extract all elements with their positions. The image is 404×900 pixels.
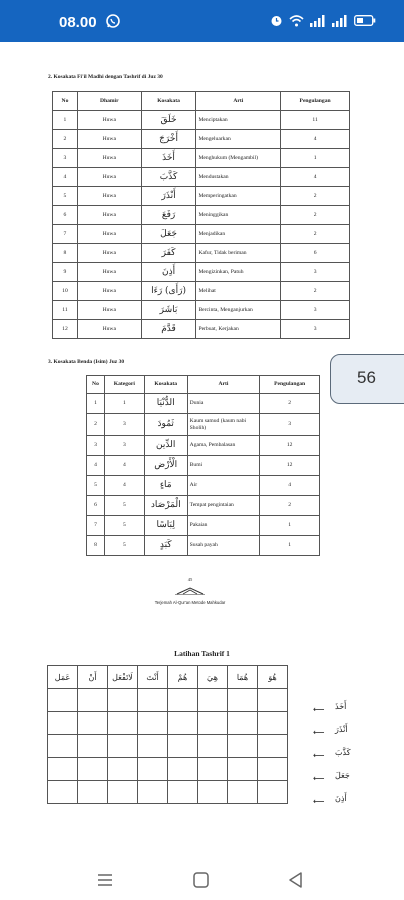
cell-pengulangan: 6 [281,244,350,263]
cell-pengulangan: 1 [281,149,350,168]
cell-kosakata: بَاشَرَ [141,301,196,320]
table-row [53,111,350,130]
whatsapp-icon [105,13,121,29]
cell-pengulangan: 4 [260,476,320,496]
cell-kategori: 3 [104,414,144,436]
cell-pengulangan: 3 [281,263,350,282]
cell-arti: Menciptakan [196,111,281,130]
cell-dhamir: Huwa [77,263,141,282]
cell-dhamir: Huwa [77,301,141,320]
grid-row [48,689,288,712]
grid-header-cell: أَنْتَ [138,666,168,689]
cell-no: 6 [53,206,78,225]
col-header-arti: Arti [187,376,260,394]
cell-kosakata: أَخْرَجَ [141,130,196,149]
grid-cell [168,735,198,758]
col-header-kategori: Kategori [104,376,144,394]
cell-kosakata: ثَمُودَ [144,414,187,436]
cell-kosakata: لِبَاسًا [144,516,187,536]
table-row [87,414,320,436]
grid-header-row [48,666,288,689]
col-header-no: No [53,92,78,111]
signal-icon-2 [332,15,348,27]
grid-cell [78,735,108,758]
page-indicator-badge[interactable] [330,354,404,404]
cell-no: 9 [53,263,78,282]
cell-dhamir: Huwa [77,149,141,168]
cell-no: 12 [53,320,78,339]
cell-dhamir: Huwa [77,225,141,244]
grid-row [48,735,288,758]
cell-pengulangan: 11 [281,111,350,130]
cell-arti: Meninggikan [196,206,281,225]
isim-table [86,375,320,556]
grid-cell [198,781,228,804]
grid-cell [108,735,138,758]
cell-kategori: 5 [104,516,144,536]
cell-dhamir: Huwa [77,187,141,206]
cell-dhamir: Huwa [77,206,141,225]
cell-pengulangan: 2 [260,394,320,414]
grid-cell [48,712,78,735]
section3-title: 3. Kosakata Benda (Isim) Juz 30 [48,359,125,365]
grid-cell [228,735,258,758]
grid-cell [48,689,78,712]
grid-cell [228,712,258,735]
grid-cell [108,781,138,804]
book-logo-icon [175,585,205,595]
table-row [53,244,350,263]
cell-kosakata: أَنْذَرَ [141,187,196,206]
table-header-row [53,92,350,111]
document-page[interactable] [0,42,404,860]
cell-no: 7 [53,225,78,244]
grid-cell [48,758,78,781]
cell-kosakata: الدُّنْيَا [144,394,187,414]
cell-dhamir: Huwa [77,130,141,149]
grid-cell [78,689,108,712]
table-row [53,282,350,301]
arrow-left-icon: ⟵ [313,797,325,806]
cell-arti: Bercinta, Menganjurkan [196,301,281,320]
col-header-kosakata: Kosakata [144,376,187,394]
cell-kategori: 4 [104,456,144,476]
col-header-dhamir: Dhamir [77,92,141,111]
grid-cell [168,689,198,712]
grid-cell [168,781,198,804]
battery-icon [354,15,376,26]
cell-pengulangan: 3 [281,301,350,320]
cell-no: 8 [87,536,105,556]
cell-no: 4 [87,456,105,476]
grid-cell [258,735,288,758]
grid-cell [168,758,198,781]
cell-arti: Kaum samud (kaum nabi Sholih) [187,414,260,436]
arrow-left-icon: ⟵ [313,774,325,783]
grid-cell [198,758,228,781]
cell-pengulangan: 2 [281,206,350,225]
table-row [87,436,320,456]
table-row [53,130,350,149]
back-icon[interactable] [287,872,305,888]
cell-pengulangan: 2 [281,282,350,301]
cell-no: 1 [87,394,105,414]
page-indicator-number: 56 [357,368,376,387]
table-row [87,496,320,516]
grid-cell [78,781,108,804]
table-row [53,301,350,320]
grid-cell [78,712,108,735]
cell-kategori: 5 [104,496,144,516]
grid-header-cell: هِيَ [198,666,228,689]
col-header-arti: Arti [196,92,281,111]
table-row [87,516,320,536]
arrow-left-icon: ⟵ [313,705,325,714]
cell-arti: Memperingatkan [196,187,281,206]
grid-cell [228,758,258,781]
cell-kosakata: خَلَقَ [141,111,196,130]
cell-pengulangan: 3 [281,320,350,339]
latihan-title: Latihan Tashrif 1 [174,649,230,658]
cell-arti: Perbuat, Kerjakan [196,320,281,339]
cell-no: 7 [87,516,105,536]
status-time: 08.00 [59,14,97,31]
page-number: 45 [187,577,193,582]
latihan-grid [47,665,288,804]
signal-icon-1 [310,15,326,27]
cell-arti: Mengizinkan, Patuh [196,263,281,282]
cell-arti: Mendustakan [196,168,281,187]
table-row [87,394,320,414]
cell-no: 3 [87,436,105,456]
grid-cell [48,735,78,758]
navigation-bar [0,860,404,900]
cell-arti: Susah payah [187,536,260,556]
table-row [53,263,350,282]
cell-arti: Mengeluarkan [196,130,281,149]
row-label: ⟵ أَنْذَرَ [313,725,348,737]
cell-dhamir: Huwa [77,111,141,130]
cell-dhamir: Huwa [77,320,141,339]
cell-no: 2 [87,414,105,436]
grid-cell [228,689,258,712]
grid-cell [258,712,288,735]
cell-kosakata: رَفَعَ [141,206,196,225]
table-row [53,187,350,206]
row-label: ⟵ كَذَّبَ [313,748,351,760]
table-row [87,456,320,476]
cell-kosakata: الْمَرْصَاد [144,496,187,516]
fiil-madhi-table [52,91,350,339]
grid-cell [138,758,168,781]
grid-header-cell: عَمَل [48,666,78,689]
grid-header-cell: هُوَ [258,666,288,689]
cell-kategori: 1 [104,394,144,414]
arrow-left-icon: ⟵ [313,751,325,760]
cell-pengulangan: 4 [281,168,350,187]
grid-cell [138,689,168,712]
cell-arti: Air [187,476,260,496]
grid-row [48,758,288,781]
grid-row [48,712,288,735]
grid-header-cell: لَاتَفْعَل [108,666,138,689]
cell-arti: Melihat [196,282,281,301]
table-row [53,149,350,168]
grid-header-cell: هُمَا [228,666,258,689]
cell-kosakata: الْأَرْض [144,456,187,476]
cell-kosakata: كَفَرَ [141,244,196,263]
page-footer [135,577,245,605]
cell-pengulangan: 1 [260,536,320,556]
cell-arti: Agama, Pembalasan [187,436,260,456]
status-bar [0,0,404,42]
cell-kategori: 5 [104,536,144,556]
grid-header-cell: أَنْ [78,666,108,689]
cell-kosakata: أَذِنَ [141,263,196,282]
cell-pengulangan: 2 [260,496,320,516]
cell-pengulangan: 2 [281,225,350,244]
cell-pengulangan: 12 [260,456,320,476]
cell-pengulangan: 12 [260,436,320,456]
cell-pengulangan: 4 [281,130,350,149]
table-header-row [87,376,320,394]
row-label: ⟵ أَخَذَ [313,702,347,714]
wifi-icon [289,15,304,27]
cell-no: 2 [53,130,78,149]
cell-dhamir: Huwa [77,282,141,301]
cell-no: 1 [53,111,78,130]
cell-kosakata: الدِّين [144,436,187,456]
grid-cell [108,758,138,781]
cell-pengulangan: 2 [281,187,350,206]
cell-kategori: 4 [104,476,144,496]
table-row [87,536,320,556]
table-row [53,320,350,339]
cell-no: 10 [53,282,78,301]
cell-arti: Pakaian [187,516,260,536]
cell-pengulangan: 3 [260,414,320,436]
col-header-pengulangan: Pengulangan [260,376,320,394]
row-label: ⟵ أَذِنَ [313,794,347,806]
cell-kosakata: أَخَذَ [141,149,196,168]
cell-no: 3 [53,149,78,168]
col-header-no: No [87,376,105,394]
home-icon[interactable] [192,872,210,888]
cell-kosakata: مَاءٍ [144,476,187,496]
table-row [53,206,350,225]
grid-cell [258,689,288,712]
table-row [53,168,350,187]
grid-cell [138,781,168,804]
cell-pengulangan: 1 [260,516,320,536]
cell-no: 4 [53,168,78,187]
cell-arti: Dunia [187,394,260,414]
cell-kosakata: جَعَلَ [141,225,196,244]
cell-no: 8 [53,244,78,263]
grid-header-cell: هُمْ [168,666,198,689]
grid-cell [48,781,78,804]
row-label: ⟵ جَعَلَ [313,771,350,783]
footer-caption: Terjemah Al-Qur'an Metode Mahkudar [154,600,226,605]
recent-apps-icon[interactable] [96,872,114,888]
grid-cell [258,758,288,781]
cell-arti: Tempat pengintaian [187,496,260,516]
cell-dhamir: Huwa [77,168,141,187]
cell-kategori: 3 [104,436,144,456]
grid-cell [78,758,108,781]
cell-no: 5 [87,476,105,496]
grid-cell [168,712,198,735]
col-header-kosakata: Kosakata [141,92,196,111]
table-row [87,476,320,496]
cell-no: 6 [87,496,105,516]
grid-cell [138,735,168,758]
cell-kosakata: كَذَّبَ [141,168,196,187]
grid-cell [198,735,228,758]
grid-cell [138,712,168,735]
cell-no: 5 [53,187,78,206]
grid-cell [258,781,288,804]
cell-arti: Bumi [187,456,260,476]
grid-cell [108,712,138,735]
grid-cell [228,781,258,804]
cell-dhamir: Huwa [77,244,141,263]
cell-arti: Kafur, Tidak beriman [196,244,281,263]
cell-arti: Menghukum (Mengambil) [196,149,281,168]
cell-no: 11 [53,301,78,320]
grid-cell [108,689,138,712]
cell-arti: Menjadikan [196,225,281,244]
grid-cell [198,689,228,712]
grid-row [48,781,288,804]
cell-kosakata: كَبَدٍ [144,536,187,556]
col-header-pengulangan: Pengulangan [281,92,350,111]
cell-kosakata: (رَأَى) رَءَا [141,282,196,301]
table-row [53,225,350,244]
cell-kosakata: قَدَّمَ [141,320,196,339]
section2-title: 2. Kosakata Fi'il Madhi dengan Tashrif di Juz 30 [48,74,163,80]
arrow-left-icon: ⟵ [313,728,325,737]
grid-cell [198,712,228,735]
alarm-icon [270,14,283,27]
